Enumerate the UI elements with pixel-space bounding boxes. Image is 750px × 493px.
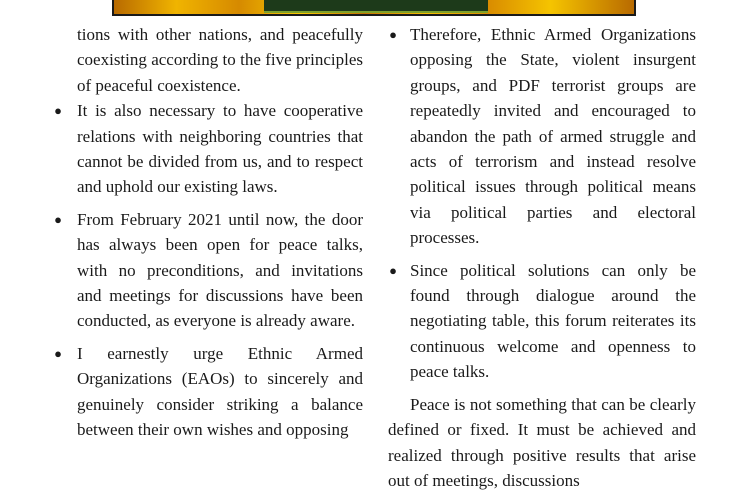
left-bullet-item (54, 98, 363, 200)
right-bullet-text: Therefore, Ethnic Armed Organizations opposing the State, violent insurgent groups, and PDF terrorist groups are repeatedly invited and encouraged to abandon the path of armed struggle and acts of terrorism and instead resolve political issues through political means via political parties and electoral processes. (410, 25, 696, 248)
left-bullet-item (54, 341, 363, 443)
right-bullet-text: Since political solutions can only be found through dialogue around the negotiating table, this forum reiterates its continuous welcome and openness to peace talks. (410, 260, 696, 382)
right-bullet-item (388, 22, 696, 251)
bullet-icon: ● (389, 27, 397, 42)
left-bullet-item (54, 207, 363, 334)
right-column (388, 22, 696, 493)
left-bullet-text: From February 2021 until now, the door has always been open for peace talks, with no preconditions, and invitations and meetings for discussions have been conducted, as everyone is already aware. (77, 209, 363, 331)
banner-inner-panel (264, 0, 488, 13)
left-continued-text: tions with other nations, and peacefully coexisting according to the five principles of peaceful coexistence. (77, 25, 363, 95)
right-bullet-item (388, 258, 696, 385)
bullet-icon: ● (54, 103, 62, 119)
bullet-icon: ● (54, 345, 62, 361)
header-banner-image (112, 0, 636, 16)
left-bullet-text: I earnestly urge Ethnic Armed Organizations (EAOs) to sincerely and genuinely consider striking a balance between their own wishes and opposing (77, 343, 363, 440)
left-column (54, 22, 363, 450)
left-bullet-text: It is also necessary to have cooperative relations with neighboring countries that cannot be divided from us, and to respect and uphold our existing laws. (77, 101, 363, 197)
bullet-icon: ● (389, 262, 397, 278)
bullet-icon: ● (54, 211, 62, 227)
right-body-paragraph: Peace is not something that can be clearly defined or fixed. It must be achieved and realized through positive results that arise out of meetings, discussions (388, 394, 696, 490)
